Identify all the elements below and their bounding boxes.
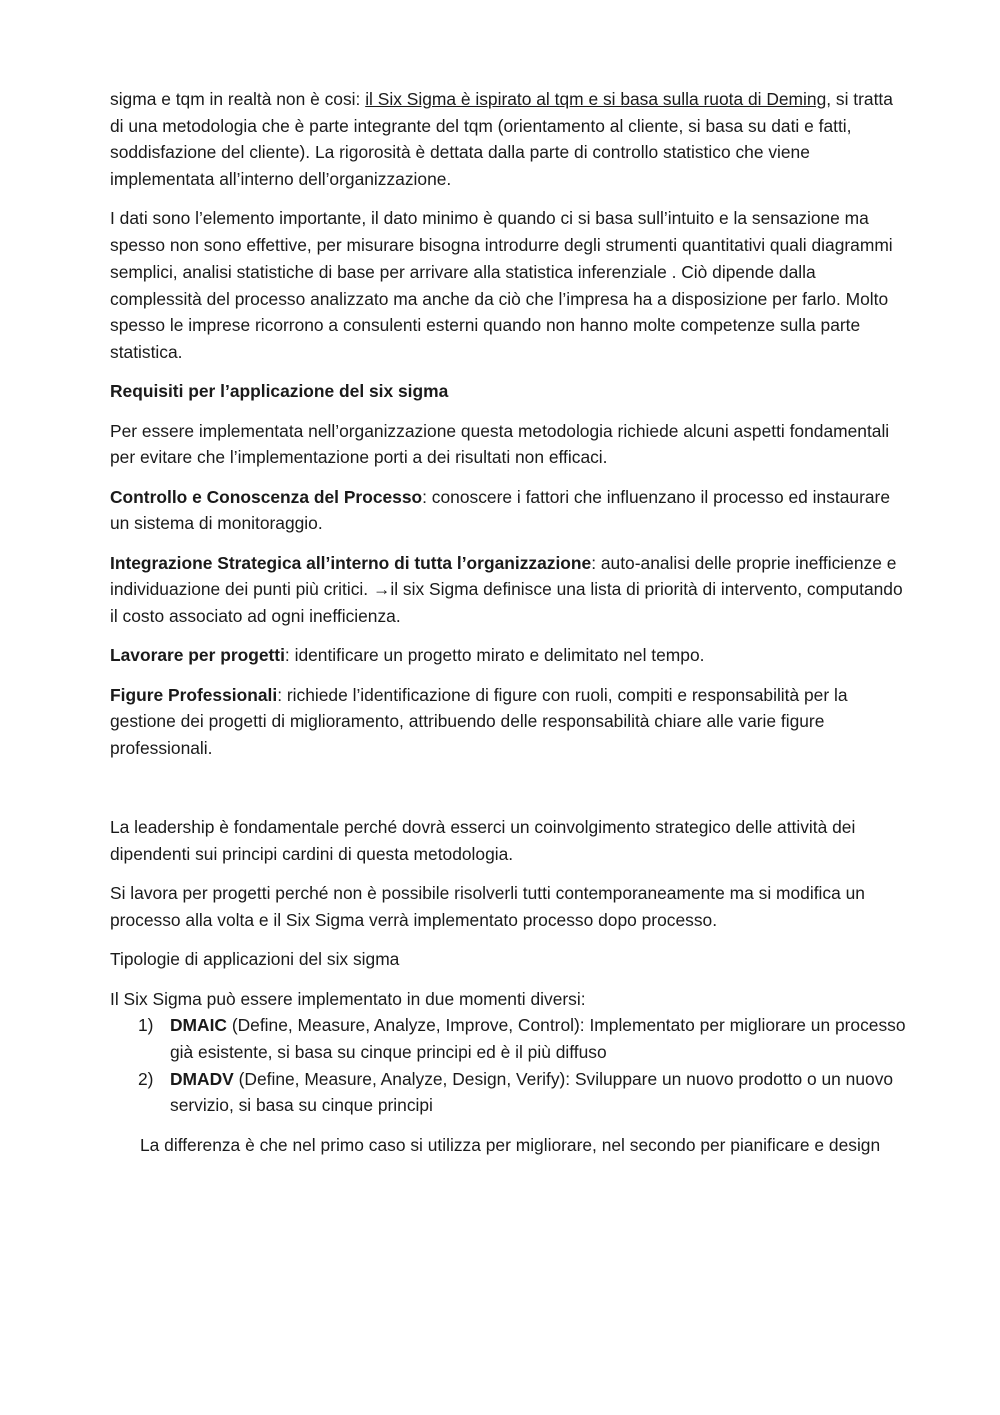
paragraph-differenza: La differenza è che nel primo caso si utilizza per migliorare, nel secondo per pianificare e design — [140, 1134, 881, 1155]
requirement-term: Lavorare per progetti — [110, 645, 285, 666]
blank-space — [110, 774, 910, 814]
text-run: , si tratta di una metodologia che è parte integrante del tqm (orientamento al cliente, si basa su dati e fatti, soddisfazione del cliente). La rigorosità è dettata dalla parte di controllo statistico che viene implementata all’interno dell’organizzazione. — [110, 89, 893, 190]
list-term: DMADV — [170, 1068, 234, 1089]
requirement-item — [110, 484, 910, 537]
requirement-desc: : conoscere i fattori che influenzano il processo ed instaurare un sistema di monitoraggio. — [110, 486, 891, 534]
requirement-item — [110, 550, 910, 630]
list-item — [110, 1066, 910, 1119]
requirement-term: Controllo e Conoscenza del Processo — [110, 486, 423, 507]
underlined-text: il Six Sigma è ispirato al tqm e si basa sulla ruota di Deming — [365, 89, 827, 109]
methodology-list — [110, 1012, 910, 1119]
requirement-item — [110, 642, 910, 669]
list-term: DMAIC — [170, 1015, 227, 1036]
requirement-desc: : auto-analisi delle proprie inefficienze e individuazione dei punti più critici. →il six Sigma definisce una lista di priorità di intervento, computando il costo associato ad ogni inefficienza. — [110, 552, 903, 626]
document-page — [110, 86, 910, 1171]
list-desc: (Define, Measure, Analyze, Design, Verify): Sviluppare un nuovo prodotto o un nuovo servizio, si basa su cinque principi — [170, 1068, 894, 1116]
list-item — [110, 1012, 910, 1065]
paragraph-implementazione: Per essere implementata nell’organizzazione questa metodologia richiede alcuni aspetti fondamentali per evitare che l’implementazione porti a dei risultati non efficaci. — [110, 420, 890, 468]
list-number: 1) — [138, 1015, 154, 1036]
paragraph-dati: I dati sono l’elemento importante, il dato minimo è quando ci si basa sull’intuito e la sensazione ma spesso non sono effettive, per misurare bisogna introdurre degli strumenti quantitativi quali diagrammi semplici, analisi statistiche di base per arrivare alla statistica inferenziale . Ciò dipende dalla complessità del processo analizzato ma anche da ciò che l’impresa ha a disposizione per farlo. Molto spesso le imprese ricorrono a consulenti esterni quando non hanno molte competenze sulla parte statistica. — [110, 208, 893, 362]
paragraph-tipologie: Tipologie di applicazioni del six sigma — [110, 949, 400, 970]
requirement-term: Figure Professionali — [110, 684, 278, 705]
requirement-item — [110, 682, 910, 762]
paragraph-progetti: Si lavora per progetti perché non è possibile risolverli tutti contemporaneamente ma si modifica un processo alla volta e il Six Sigma verrà implementato processo dopo processo. — [110, 883, 865, 930]
requirement-desc: : richiede l’identificazione di figure con ruoli, compiti e responsabilità per la gestione dei progetti di miglioramento, attribuendo delle responsabilità chiare alle varie figure professionali. — [110, 684, 848, 758]
paragraph-leadership: La leadership è fondamentale perché dovrà esserci un coinvolgimento strategico delle attività dei dipendenti sui principi cardini di questa metodologia. — [110, 817, 856, 864]
list-number: 2) — [138, 1068, 154, 1089]
paragraph-momenti: Il Six Sigma può essere implementato in due momenti diversi: — [110, 988, 586, 1009]
heading-requisiti: Requisiti per l’applicazione del six sigma — [110, 381, 449, 402]
requirement-desc: : identificare un progetto mirato e delimitato nel tempo. — [284, 645, 705, 666]
paragraph-six-sigma-tqm — [110, 86, 910, 193]
list-desc: (Define, Measure, Analyze, Improve, Control): Implementato per migliorare un processo già esistente, si basa su cinque principi ed è il più diffuso — [170, 1015, 906, 1062]
requirement-term: Integrazione Strategica all’interno di tutta l’organizzazione — [110, 552, 592, 573]
text-run: sigma e tqm in realtà non è cosi: — [110, 89, 366, 109]
